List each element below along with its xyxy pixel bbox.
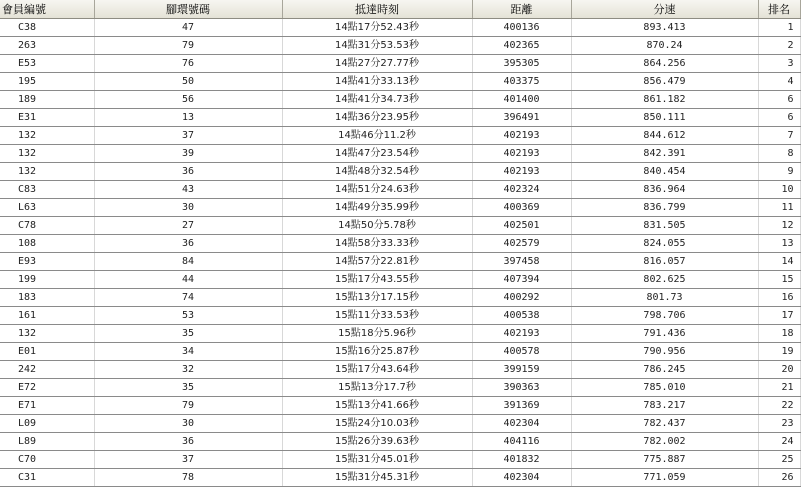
rank-cell: 10 bbox=[758, 180, 800, 198]
member-id-cell: E01 bbox=[0, 342, 94, 360]
rank-cell: 14 bbox=[758, 252, 800, 270]
rank-cell: 4 bbox=[758, 72, 800, 90]
rank-cell: 25 bbox=[758, 450, 800, 468]
member-id-cell: C83 bbox=[0, 180, 94, 198]
ring-number-cell: 35 bbox=[94, 378, 282, 396]
member-id-cell: E31 bbox=[0, 108, 94, 126]
distance-cell: 400538 bbox=[472, 306, 571, 324]
arrival-time-cell: 15點26分39.63秒 bbox=[282, 432, 472, 450]
ring-number-cell: 36 bbox=[94, 234, 282, 252]
member-id-cell: E71 bbox=[0, 396, 94, 414]
member-id-cell: 195 bbox=[0, 72, 94, 90]
table-row[interactable] bbox=[0, 468, 800, 486]
table-row[interactable] bbox=[0, 378, 800, 396]
speed-cell: 856.479 bbox=[571, 72, 758, 90]
table-row[interactable] bbox=[0, 414, 800, 432]
distance-cell: 402365 bbox=[472, 36, 571, 54]
rank-cell: 18 bbox=[758, 324, 800, 342]
arrival-time-cell: 14點46分11.2秒 bbox=[282, 126, 472, 144]
speed-cell: 801.73 bbox=[571, 288, 758, 306]
table-row[interactable] bbox=[0, 36, 800, 54]
table-row[interactable] bbox=[0, 72, 800, 90]
speed-cell: 786.245 bbox=[571, 360, 758, 378]
column-header-speed[interactable]: 分速 bbox=[571, 0, 758, 18]
speed-cell: 783.217 bbox=[571, 396, 758, 414]
table-row[interactable] bbox=[0, 360, 800, 378]
speed-cell: 893.413 bbox=[571, 18, 758, 36]
table-row[interactable] bbox=[0, 324, 800, 342]
member-id-cell: 132 bbox=[0, 126, 94, 144]
distance-cell: 400578 bbox=[472, 342, 571, 360]
speed-cell: 840.454 bbox=[571, 162, 758, 180]
distance-cell: 390363 bbox=[472, 378, 571, 396]
ring-number-cell: 34 bbox=[94, 342, 282, 360]
distance-cell: 403375 bbox=[472, 72, 571, 90]
ring-number-cell: 30 bbox=[94, 414, 282, 432]
distance-cell: 402501 bbox=[472, 216, 571, 234]
speed-cell: 802.625 bbox=[571, 270, 758, 288]
speed-cell: 844.612 bbox=[571, 126, 758, 144]
arrival-time-cell: 14點48分32.54秒 bbox=[282, 162, 472, 180]
rank-cell: 15 bbox=[758, 270, 800, 288]
table-row[interactable] bbox=[0, 126, 800, 144]
ring-number-cell: 39 bbox=[94, 144, 282, 162]
speed-cell: 850.111 bbox=[571, 108, 758, 126]
arrival-time-cell: 14點41分34.73秒 bbox=[282, 90, 472, 108]
column-header-distance[interactable]: 距離 bbox=[472, 0, 571, 18]
speed-cell: 842.391 bbox=[571, 144, 758, 162]
member-id-cell: 183 bbox=[0, 288, 94, 306]
table-row[interactable] bbox=[0, 234, 800, 252]
table-row[interactable] bbox=[0, 288, 800, 306]
arrival-time-cell: 14點27分27.77秒 bbox=[282, 54, 472, 72]
table-row[interactable] bbox=[0, 216, 800, 234]
arrival-time-cell: 14點17分52.43秒 bbox=[282, 18, 472, 36]
arrival-time-cell: 14點31分53.53秒 bbox=[282, 36, 472, 54]
rank-cell: 23 bbox=[758, 414, 800, 432]
table-row[interactable] bbox=[0, 198, 800, 216]
member-id-cell: 108 bbox=[0, 234, 94, 252]
distance-cell: 402193 bbox=[472, 324, 571, 342]
table-row[interactable] bbox=[0, 450, 800, 468]
distance-cell: 397458 bbox=[472, 252, 571, 270]
ring-number-cell: 37 bbox=[94, 450, 282, 468]
column-header-ring-number[interactable]: 腳環號碼 bbox=[94, 0, 282, 18]
speed-cell: 836.964 bbox=[571, 180, 758, 198]
arrival-time-cell: 14點47分23.54秒 bbox=[282, 144, 472, 162]
member-id-cell: C78 bbox=[0, 216, 94, 234]
ring-number-cell: 56 bbox=[94, 90, 282, 108]
ring-number-cell: 74 bbox=[94, 288, 282, 306]
ring-number-cell: 44 bbox=[94, 270, 282, 288]
table-row[interactable] bbox=[0, 270, 800, 288]
header-row bbox=[0, 0, 800, 18]
distance-cell: 400369 bbox=[472, 198, 571, 216]
column-header-member-id[interactable]: 會員編號 bbox=[0, 0, 94, 18]
ring-number-cell: 84 bbox=[94, 252, 282, 270]
member-id-cell: C70 bbox=[0, 450, 94, 468]
speed-cell: 791.436 bbox=[571, 324, 758, 342]
ring-number-cell: 30 bbox=[94, 198, 282, 216]
distance-cell: 402193 bbox=[472, 162, 571, 180]
member-id-cell: E93 bbox=[0, 252, 94, 270]
distance-cell: 391369 bbox=[472, 396, 571, 414]
member-id-cell: 263 bbox=[0, 36, 94, 54]
arrival-time-cell: 15點13分41.66秒 bbox=[282, 396, 472, 414]
speed-cell: 771.059 bbox=[571, 468, 758, 486]
distance-cell: 402324 bbox=[472, 180, 571, 198]
member-id-cell: C31 bbox=[0, 468, 94, 486]
ring-number-cell: 43 bbox=[94, 180, 282, 198]
rank-cell: 19 bbox=[758, 342, 800, 360]
table-row[interactable] bbox=[0, 342, 800, 360]
ring-number-cell: 53 bbox=[94, 306, 282, 324]
member-id-cell: C38 bbox=[0, 18, 94, 36]
speed-cell: 798.706 bbox=[571, 306, 758, 324]
ring-number-cell: 35 bbox=[94, 324, 282, 342]
arrival-time-cell: 15點13分17.7秒 bbox=[282, 378, 472, 396]
ring-number-cell: 37 bbox=[94, 126, 282, 144]
rank-cell: 20 bbox=[758, 360, 800, 378]
speed-cell: 816.057 bbox=[571, 252, 758, 270]
distance-cell: 402304 bbox=[472, 468, 571, 486]
rank-cell: 13 bbox=[758, 234, 800, 252]
distance-cell: 396491 bbox=[472, 108, 571, 126]
arrival-time-cell: 14點36分23.95秒 bbox=[282, 108, 472, 126]
ring-number-cell: 78 bbox=[94, 468, 282, 486]
arrival-time-cell: 15點31分45.01秒 bbox=[282, 450, 472, 468]
table-row[interactable] bbox=[0, 144, 800, 162]
table-row[interactable] bbox=[0, 90, 800, 108]
speed-cell: 836.799 bbox=[571, 198, 758, 216]
arrival-time-cell: 14點57分22.81秒 bbox=[282, 252, 472, 270]
distance-cell: 400292 bbox=[472, 288, 571, 306]
member-id-cell: 189 bbox=[0, 90, 94, 108]
speed-cell: 790.956 bbox=[571, 342, 758, 360]
table-row[interactable] bbox=[0, 162, 800, 180]
distance-cell: 404116 bbox=[472, 432, 571, 450]
member-id-cell: 132 bbox=[0, 162, 94, 180]
arrival-time-cell: 14點41分33.13秒 bbox=[282, 72, 472, 90]
distance-cell: 407394 bbox=[472, 270, 571, 288]
speed-cell: 861.182 bbox=[571, 90, 758, 108]
arrival-time-cell: 14點50分5.78秒 bbox=[282, 216, 472, 234]
ring-number-cell: 79 bbox=[94, 396, 282, 414]
rank-cell: 12 bbox=[758, 216, 800, 234]
table-row[interactable] bbox=[0, 54, 800, 72]
arrival-time-cell: 14點51分24.63秒 bbox=[282, 180, 472, 198]
distance-cell: 402193 bbox=[472, 144, 571, 162]
rank-cell: 7 bbox=[758, 126, 800, 144]
ring-number-cell: 79 bbox=[94, 36, 282, 54]
ring-number-cell: 76 bbox=[94, 54, 282, 72]
member-id-cell: L89 bbox=[0, 432, 94, 450]
arrival-time-cell: 15點11分33.53秒 bbox=[282, 306, 472, 324]
arrival-time-cell: 15點24分10.03秒 bbox=[282, 414, 472, 432]
speed-cell: 824.055 bbox=[571, 234, 758, 252]
member-id-cell: 242 bbox=[0, 360, 94, 378]
arrival-time-cell: 15點17分43.64秒 bbox=[282, 360, 472, 378]
distance-cell: 402304 bbox=[472, 414, 571, 432]
distance-cell: 401832 bbox=[472, 450, 571, 468]
member-id-cell: E53 bbox=[0, 54, 94, 72]
ring-number-cell: 13 bbox=[94, 108, 282, 126]
arrival-time-cell: 14點49分35.99秒 bbox=[282, 198, 472, 216]
arrival-time-cell: 14點58分33.33秒 bbox=[282, 234, 472, 252]
speed-cell: 831.505 bbox=[571, 216, 758, 234]
rank-cell: 26 bbox=[758, 468, 800, 486]
column-header-arrival-time[interactable]: 抵達時刻 bbox=[282, 0, 472, 18]
rank-cell: 6 bbox=[758, 108, 800, 126]
arrival-time-cell: 15點31分45.31秒 bbox=[282, 468, 472, 486]
table-row[interactable] bbox=[0, 432, 800, 450]
ring-number-cell: 27 bbox=[94, 216, 282, 234]
rank-cell: 6 bbox=[758, 90, 800, 108]
table-row[interactable] bbox=[0, 396, 800, 414]
speed-cell: 870.24 bbox=[571, 36, 758, 54]
speed-cell: 775.887 bbox=[571, 450, 758, 468]
ring-number-cell: 47 bbox=[94, 18, 282, 36]
distance-cell: 402579 bbox=[472, 234, 571, 252]
member-id-cell: 199 bbox=[0, 270, 94, 288]
speed-cell: 782.002 bbox=[571, 432, 758, 450]
table-row[interactable] bbox=[0, 306, 800, 324]
speed-cell: 782.437 bbox=[571, 414, 758, 432]
rank-cell: 11 bbox=[758, 198, 800, 216]
arrival-time-cell: 15點18分5.96秒 bbox=[282, 324, 472, 342]
arrival-time-cell: 15點16分25.87秒 bbox=[282, 342, 472, 360]
rank-cell: 24 bbox=[758, 432, 800, 450]
rank-cell: 3 bbox=[758, 54, 800, 72]
table-row[interactable] bbox=[0, 252, 800, 270]
distance-cell: 399159 bbox=[472, 360, 571, 378]
rank-cell: 8 bbox=[758, 144, 800, 162]
table-row[interactable] bbox=[0, 108, 800, 126]
member-id-cell: L63 bbox=[0, 198, 94, 216]
distance-cell: 395305 bbox=[472, 54, 571, 72]
distance-cell: 402193 bbox=[472, 126, 571, 144]
rank-cell: 9 bbox=[758, 162, 800, 180]
ring-number-cell: 36 bbox=[94, 432, 282, 450]
ring-number-cell: 32 bbox=[94, 360, 282, 378]
ring-number-cell: 36 bbox=[94, 162, 282, 180]
rank-cell: 2 bbox=[758, 36, 800, 54]
arrival-time-cell: 15點17分43.55秒 bbox=[282, 270, 472, 288]
member-id-cell: L09 bbox=[0, 414, 94, 432]
member-id-cell: 132 bbox=[0, 324, 94, 342]
rank-cell: 21 bbox=[758, 378, 800, 396]
rank-cell: 22 bbox=[758, 396, 800, 414]
column-header-rank[interactable]: 排名 bbox=[758, 0, 800, 18]
rank-cell: 17 bbox=[758, 306, 800, 324]
speed-cell: 785.010 bbox=[571, 378, 758, 396]
member-id-cell: 132 bbox=[0, 144, 94, 162]
rank-cell: 1 bbox=[758, 18, 800, 36]
speed-cell: 864.256 bbox=[571, 54, 758, 72]
table-row[interactable] bbox=[0, 180, 800, 198]
distance-cell: 400136 bbox=[472, 18, 571, 36]
distance-cell: 401400 bbox=[472, 90, 571, 108]
member-id-cell: 161 bbox=[0, 306, 94, 324]
arrival-time-cell: 15點13分17.15秒 bbox=[282, 288, 472, 306]
member-id-cell: E72 bbox=[0, 378, 94, 396]
ring-number-cell: 50 bbox=[94, 72, 282, 90]
table-row[interactable] bbox=[0, 18, 800, 36]
rank-cell: 16 bbox=[758, 288, 800, 306]
